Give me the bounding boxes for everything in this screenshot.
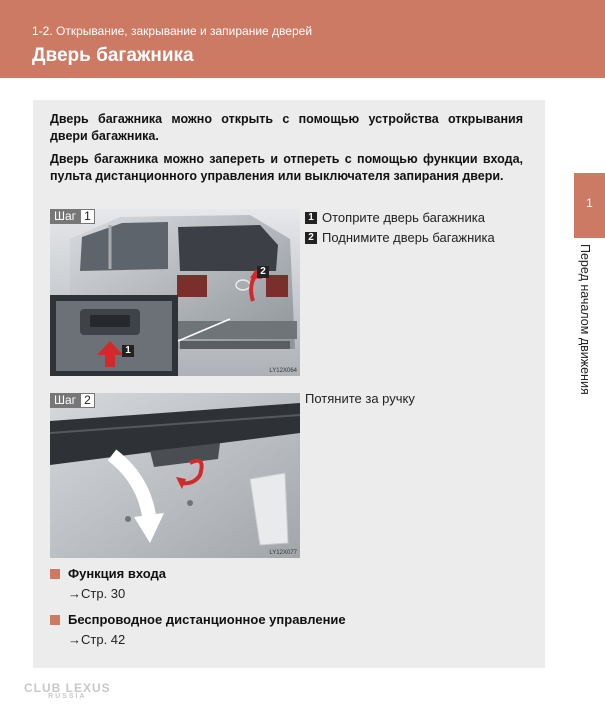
image-code: LY12X077: [269, 550, 297, 556]
chapter-tab[interactable]: [574, 173, 605, 238]
step2-illustration: [50, 393, 300, 558]
step2-instruction: Потяните за ручку: [305, 391, 415, 406]
function-title: Беспроводное дистанционное управление: [68, 612, 346, 627]
chapter-number: 1: [586, 196, 593, 210]
function-entry: [50, 566, 166, 601]
handle-closeup-illustration: [50, 393, 300, 558]
callout-badge-1: 1: [122, 345, 134, 357]
image-code: LY12X064: [269, 368, 297, 374]
step1-item: [305, 229, 525, 247]
suv-rear-illustration: [50, 209, 300, 376]
step-number-badge: 1: [305, 212, 317, 224]
step1-item-text: Отоприте дверь багажника: [322, 210, 485, 225]
step-number-badge: 2: [305, 232, 317, 244]
page-reference-link[interactable]: →Стр. 42: [68, 632, 126, 647]
watermark-logo: [24, 681, 111, 700]
step1-word: Шаг: [50, 209, 80, 224]
step1-label: [50, 209, 95, 224]
page-title: Дверь багажника: [32, 45, 194, 66]
step1-instructions: [305, 209, 525, 249]
intro-paragraph-1: Дверь багажника можно открыть с помощью устройства открывания двери багажника.: [50, 112, 523, 143]
function-remote: [50, 612, 346, 647]
function-title: Функция входа: [68, 566, 167, 581]
step2-label: [50, 393, 95, 408]
bullet-square-icon: [50, 569, 60, 579]
watermark-main: CLUB LEXUS: [24, 681, 111, 695]
intro-text: [50, 111, 523, 191]
step1-item: [305, 209, 525, 227]
callout-badge-2: 2: [257, 266, 269, 278]
step2-number: 2: [80, 393, 95, 408]
section-title: 1-2. Открывание, закрывание и запирание дверей: [32, 24, 313, 38]
step1-illustration: [50, 209, 300, 376]
page-header: [0, 0, 605, 78]
content-panel: [33, 100, 545, 668]
bullet-square-icon: [50, 615, 60, 625]
page-reference-link[interactable]: →Стр. 30: [68, 586, 126, 601]
chapter-label: Перед началом движения: [578, 244, 592, 395]
step1-item-text: Поднимите дверь багажника: [322, 230, 495, 245]
step2-word: Шаг: [50, 393, 80, 408]
step1-number: 1: [80, 209, 95, 224]
watermark-sub: RUSSIA: [48, 693, 87, 700]
intro-paragraph-2: Дверь багажника можно запереть и отпереть с помощью функции входа, пульта дистанционного управления или выключателя запирания двери.: [50, 152, 523, 183]
